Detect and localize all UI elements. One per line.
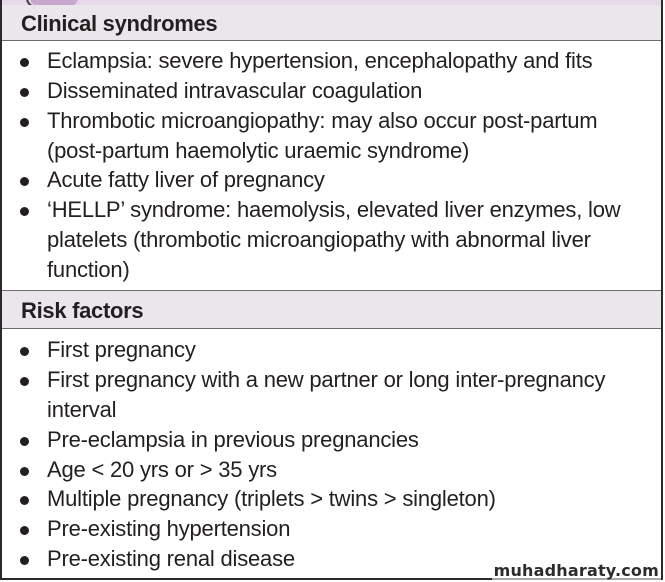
list-item-text: Disseminated intravascular coagulation [47,78,423,103]
bullet-icon [20,496,29,505]
bullet-icon [20,347,29,356]
bullet-icon [20,207,29,216]
watermark: muhadharaty.com [493,561,659,580]
list-item-text: Thrombotic microangiopathy: may also occur post-partum (post-partum haemolytic uraemic syndrome) [47,108,598,163]
section-header-clinical-syndromes [2,5,661,41]
list-item-text: Pre-existing renal disease [47,546,295,571]
bullet-icon [20,467,29,476]
bullet-icon [20,377,29,386]
bullet-icon [20,58,29,67]
bullet-icon [20,556,29,565]
list-item-text: ‘HELLP’ syndrome: haemolysis, elevated liver enzymes, low platelets (thrombotic microangiopathy with abnormal liver function) [47,197,621,282]
list-item-text: Acute fatty liver of pregnancy [47,167,325,192]
list-item-text: First pregnancy [47,337,196,362]
bullet-icon [20,88,29,97]
list-item-text: Age < 20 yrs or > 35 yrs [47,457,277,482]
list-item-text: Eclampsia: severe hypertension, encephalopathy and fits [47,48,593,73]
bullet-icon [20,118,29,127]
bullet-icon [20,437,29,446]
list-item-text: Pre-eclampsia in previous pregnancies [47,427,419,452]
list-item-text: First pregnancy with a new partner or long inter-pregnancy interval [47,367,606,422]
list-item-text: Pre-existing hypertension [47,516,291,541]
bullet-icon [20,177,29,186]
section-header-risk-factors [2,291,661,329]
list-item-text: Multiple pregnancy (triplets > twins > singleton) [47,486,496,511]
section-title: Clinical syndromes [21,11,218,36]
section-title: Risk factors [21,298,144,323]
bullet-icon [20,526,29,535]
